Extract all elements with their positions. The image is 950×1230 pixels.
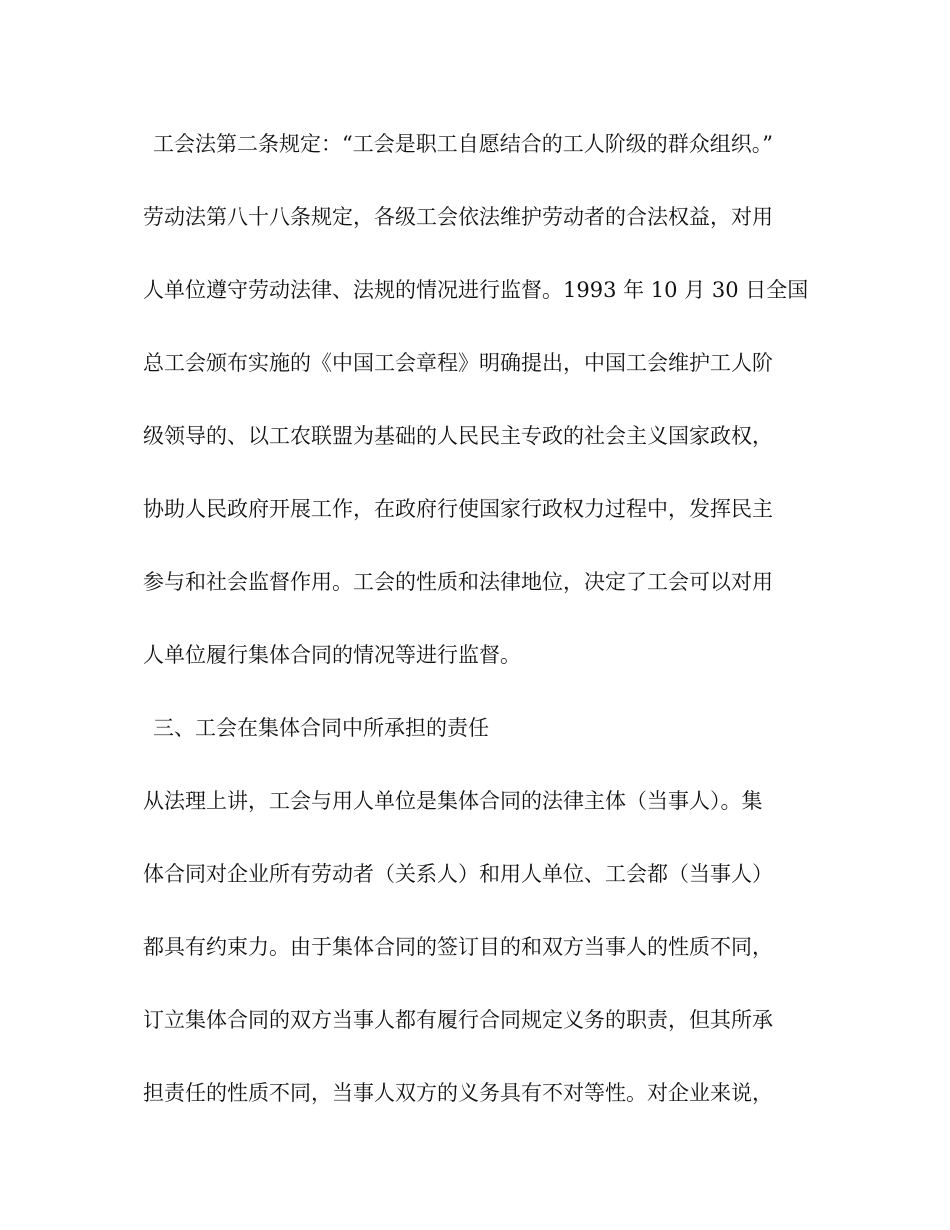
paragraph-line: 劳动法第八十八条规定，各级工会依法维护劳动者的合法权益，对用 <box>143 205 773 229</box>
section-heading: 三、工会在集体合同中所承担的责任 <box>153 716 489 740</box>
paragraph-line: 都具有约束力。由于集体合同的签订目的和双方当事人的性质不同， <box>143 935 773 959</box>
paragraph-line: 人单位履行集体合同的情况等进行监督。 <box>143 643 521 667</box>
paragraph-line: 体合同对企业所有劳动者（关系人）和用人单位、工会都（当事人） <box>143 862 773 886</box>
paragraph-line: 订立集体合同的双方当事人都有履行合同规定义务的职责，但其所承 <box>143 1008 773 1032</box>
paragraph-line: 人单位遵守劳动法律、法规的情况进行监督。1993 年 10 月 30 日全国 <box>143 278 809 302</box>
paragraph-line: 工会法第二条规定：“工会是职工自愿结合的工人阶级的群众组织。” <box>153 132 773 156</box>
paragraph-line: 级领导的、以工农联盟为基础的人民民主专政的社会主义国家政权， <box>143 424 773 448</box>
paragraph-line: 协助人民政府开展工作，在政府行使国家行政权力过程中，发挥民主 <box>143 497 773 521</box>
paragraph-line: 总工会颁布实施的《中国工会章程》明确提出，中国工会维护工人阶 <box>143 351 773 375</box>
paragraph-line: 从法理上讲，工会与用人单位是集体合同的法律主体（当事人）。集 <box>143 789 763 813</box>
paragraph-line: 担责任的性质不同，当事人双方的义务具有不对等性。对企业来说， <box>143 1081 773 1105</box>
paragraph-line: 参与和社会监督作用。工会的性质和法律地位，决定了工会可以对用 <box>143 570 773 594</box>
